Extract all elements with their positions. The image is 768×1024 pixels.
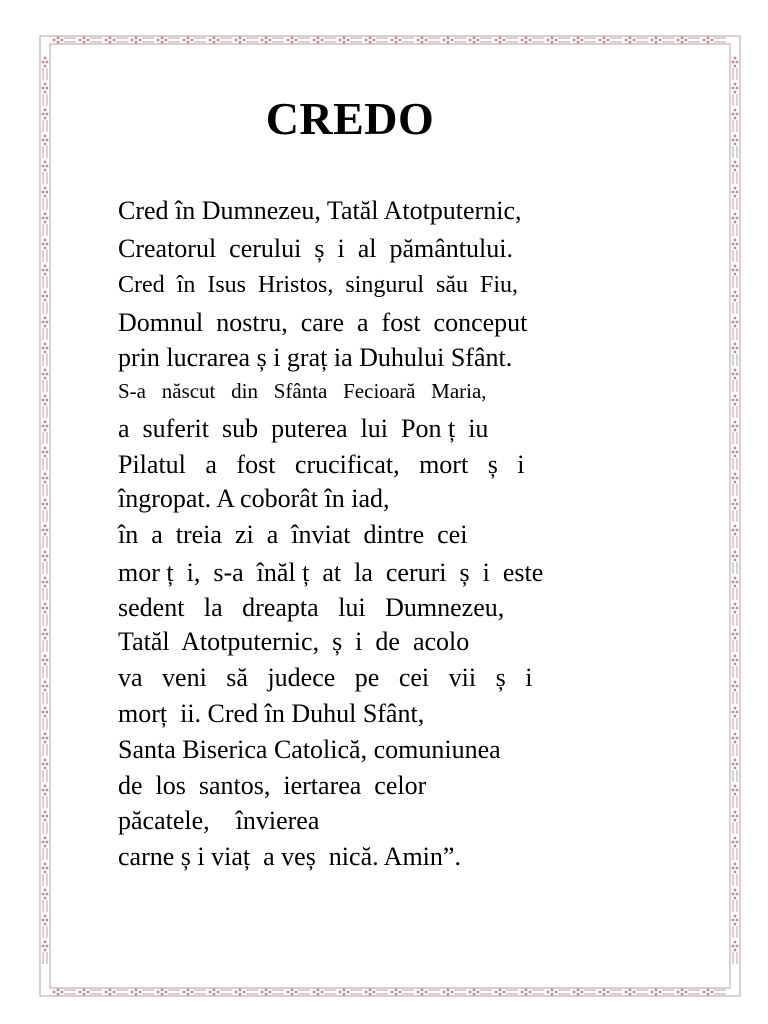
border-motif [703, 989, 714, 996]
border-motif [732, 161, 739, 172]
credo-line-2: Creatorul cerului ș i al pământului. [118, 234, 513, 263]
border-motif [732, 421, 739, 432]
border-motif [42, 681, 49, 692]
credo-line-5: prin lucrarea ș i graț ia Duhului Sfânt. [118, 343, 513, 372]
credo-line-16: Santa Biserica Catolică, comuniunea [118, 735, 501, 764]
border-motif [42, 551, 49, 562]
border-motif [287, 37, 298, 44]
credo-line-18: păcatele, învierea [118, 806, 320, 835]
credo-line-15: morț ii. Cred în Duhul Sfânt, [118, 699, 425, 728]
border-motif [42, 57, 49, 68]
border-motif [42, 395, 49, 406]
border-motif [521, 37, 532, 44]
border-motif [703, 37, 714, 44]
border-motif [42, 603, 49, 614]
credo-line-11: mor ț i, s-a înăl ț at la ceruri ș i este [118, 558, 544, 587]
border-motif [573, 37, 584, 44]
border-motif [209, 37, 220, 44]
border-motif [732, 577, 739, 588]
border-motif [235, 37, 246, 44]
border-motif [732, 863, 739, 874]
page-title: CREDO [265, 93, 435, 144]
border-motif [287, 989, 298, 996]
border-motif [732, 239, 739, 250]
border-motif [732, 681, 739, 692]
border-motif [443, 989, 454, 996]
credo-line-12: sedent la dreapta lui Dumnezeu, [118, 593, 505, 622]
border-motif [157, 989, 168, 996]
border-motif [313, 37, 324, 44]
border-motif [183, 37, 194, 44]
border-motif [391, 37, 402, 44]
border-motif [732, 785, 739, 796]
border-motif [443, 37, 454, 44]
border-motif [42, 421, 49, 432]
credo-line-6: S-a născut din Sfânta Fecioară Maria, [118, 379, 487, 403]
border-motif [42, 837, 49, 848]
border-motif [261, 989, 272, 996]
border-motif [732, 369, 739, 380]
border-motif [732, 317, 739, 328]
border-motif [42, 317, 49, 328]
border-motif [732, 109, 739, 120]
credo-line-3: Cred în Isus Hristos, singurul său Fiu, [118, 272, 519, 298]
border-motif [732, 733, 739, 744]
border-motif [417, 989, 428, 996]
border-motif [732, 499, 739, 510]
border-motif [42, 291, 49, 302]
border-motif [677, 37, 688, 44]
border-motif [105, 37, 116, 44]
border-motif [42, 889, 49, 900]
border-motif [365, 37, 376, 44]
border-motif [651, 989, 662, 996]
border-motif [235, 989, 246, 996]
border-motif [732, 889, 739, 900]
border-motif [42, 499, 49, 510]
border-motif [732, 395, 739, 406]
border-motif [469, 989, 480, 996]
credo-line-14: va veni să judece pe cei vii ș i [118, 663, 533, 692]
border-motif [53, 37, 64, 44]
border-motif [42, 447, 49, 458]
border-motif [42, 343, 49, 354]
border-motif [732, 837, 739, 848]
border-motif [313, 989, 324, 996]
border-motif [521, 989, 532, 996]
border-motif [42, 707, 49, 718]
border-motif [547, 989, 558, 996]
border-motif [732, 447, 739, 458]
border-motif [42, 759, 49, 770]
credo-line-7: a suferit sub puterea lui Pon ț iu [118, 414, 489, 443]
border-motif [157, 37, 168, 44]
border-motif [732, 811, 739, 822]
border-motif [339, 37, 350, 44]
border-motif [677, 989, 688, 996]
border-motif [42, 265, 49, 276]
border-motif [42, 941, 49, 952]
border-motif [625, 37, 636, 44]
border-motif [651, 37, 662, 44]
border-motif [391, 989, 402, 996]
border-motif [599, 37, 610, 44]
border-motif [732, 187, 739, 198]
border-motif [53, 989, 64, 996]
border-motif [42, 161, 49, 172]
border-motif [625, 989, 636, 996]
credo-line-10: în a treia zi a înviat dintre cei [118, 520, 468, 549]
border-motif [417, 37, 428, 44]
border-motif [42, 213, 49, 224]
border-motif [732, 83, 739, 94]
credo-line-8: Pilatul a fost crucificat, mort ș i [118, 450, 525, 479]
border-motif [732, 473, 739, 484]
border-motif [42, 629, 49, 640]
border-motif [105, 989, 116, 996]
credo-line-1: Cred în Dumnezeu, Tatăl Atotputernic, [118, 196, 522, 225]
border-motif [209, 989, 220, 996]
border-motif [732, 759, 739, 770]
credo-line-19: carne ș i viaț a veș nică. Amin”. [118, 842, 461, 871]
border-motif [732, 135, 739, 146]
border-motif [732, 265, 739, 276]
border-motif [495, 37, 506, 44]
border-motif [599, 989, 610, 996]
border-motif [547, 37, 558, 44]
border-motif [79, 37, 90, 44]
border-motif [42, 655, 49, 666]
border-motif [42, 863, 49, 874]
border-motif [732, 525, 739, 536]
border-motif [732, 655, 739, 666]
border-motif [42, 187, 49, 198]
border-motif [469, 37, 480, 44]
border-motif [42, 733, 49, 744]
border-motif [42, 577, 49, 588]
border-motif [732, 57, 739, 68]
border-motif [573, 989, 584, 996]
border-motif [42, 473, 49, 484]
border-motif [42, 811, 49, 822]
border-motif [732, 343, 739, 354]
border-motif [261, 37, 272, 44]
border-motif [732, 629, 739, 640]
credo-line-4: Domnul nostru, care a fost conceput [118, 308, 528, 337]
border-motif [495, 989, 506, 996]
border-motif [732, 213, 739, 224]
border-motif [365, 989, 376, 996]
border-motif [732, 707, 739, 718]
credo-line-17: de los santos, iertarea celor [118, 771, 427, 800]
border-motif [732, 551, 739, 562]
border-motif [732, 291, 739, 302]
border-motif [42, 525, 49, 536]
border-motif [732, 941, 739, 952]
border-motif [42, 239, 49, 250]
border-motif [732, 915, 739, 926]
credo-line-13: Tatăl Atotputernic, ș i de acolo [118, 627, 470, 656]
border-motif [42, 369, 49, 380]
border-motif [131, 37, 142, 44]
border-motif [79, 989, 90, 996]
border-motif [42, 785, 49, 796]
border-motif [42, 915, 49, 926]
border-motif [131, 989, 142, 996]
border-motif [339, 989, 350, 996]
border-motif [732, 603, 739, 614]
credo-line-9: îngropat. A coborât în iad, [118, 484, 390, 513]
border-motif [183, 989, 194, 996]
